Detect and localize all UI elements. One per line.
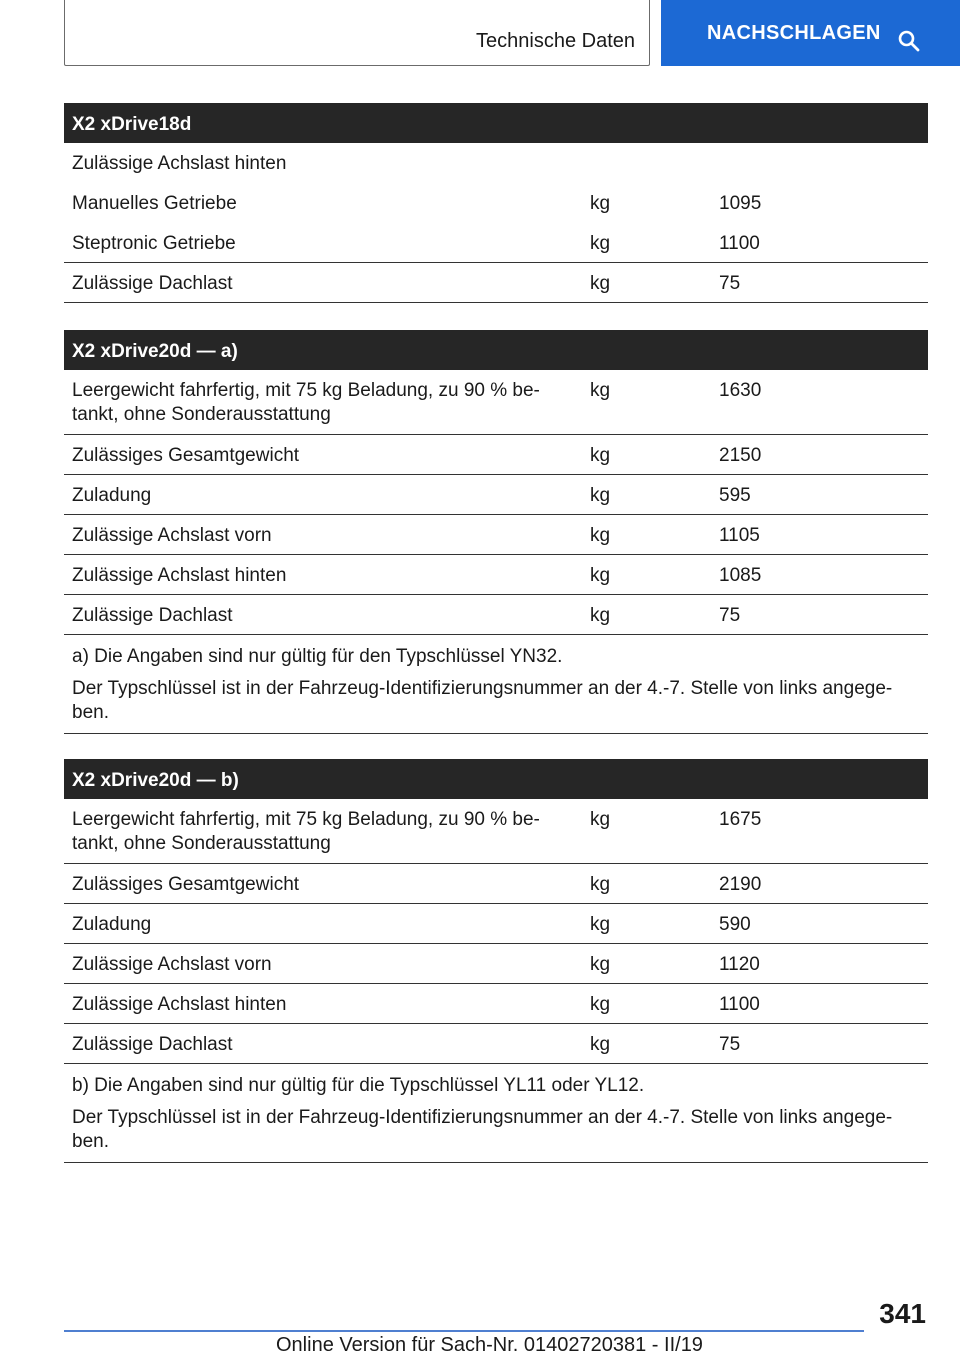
row-unit: kg xyxy=(590,445,611,466)
section-title: Technische Daten xyxy=(476,30,635,52)
row-value: 595 xyxy=(719,485,751,506)
online-version-note: Online Version für Sach-Nr. 01402720381 - II/19 xyxy=(276,1334,703,1356)
row-unit: kg xyxy=(590,273,611,294)
row-label: Zulässige Achslast hinten xyxy=(72,153,287,174)
table-row xyxy=(64,595,928,635)
table-x2-xdrive20d-a xyxy=(64,330,928,734)
row-label: Zulässige Dachlast xyxy=(72,605,233,626)
row-value: 590 xyxy=(719,914,751,935)
row-value: 1085 xyxy=(719,565,762,586)
table-x2-xdrive18d xyxy=(64,103,928,303)
row-label: Zulässiges Gesamtgewicht xyxy=(72,874,300,895)
row-label: Zulässige Dachlast xyxy=(72,273,233,294)
row-unit: kg xyxy=(590,994,611,1015)
row-label: Leergewicht fahrfertig, mit 75 kg Beladung, zu 90 % be- tankt, ohne Sonderausstattung xyxy=(72,380,540,425)
row-value: 1100 xyxy=(719,233,760,254)
table-row xyxy=(64,223,928,263)
row-label: Zuladung xyxy=(72,914,152,935)
row-value: 1100 xyxy=(719,994,760,1015)
row-value: 1675 xyxy=(719,809,762,830)
row-value: 1120 xyxy=(719,954,760,975)
row-value: 75 xyxy=(719,273,741,294)
table-row xyxy=(64,475,928,515)
footnote-validity: b) Die Angaben sind nur gültig für die Typschlüssel YL11 oder YL12. xyxy=(72,1075,645,1096)
row-label: Zuladung xyxy=(72,485,152,506)
row-value: 75 xyxy=(719,605,741,626)
row-label: Leergewicht fahrfertig, mit 75 kg Beladung, zu 90 % be- tankt, ohne Sonderausstattung xyxy=(72,809,540,854)
table-row xyxy=(64,904,928,944)
row-label: Zulässige Achslast hinten xyxy=(72,994,287,1015)
row-unit: kg xyxy=(590,809,611,830)
footnote-validity: a) Die Angaben sind nur gültig für den Typschlüssel YN32. xyxy=(72,646,563,667)
table-title: X2 xDrive18d xyxy=(64,103,928,143)
table-row xyxy=(64,263,928,303)
footnote-typschluessel: Der Typschlüssel ist in der Fahrzeug-Identifizierungsnummer an der 4.-7. Stelle von links angege- ben. xyxy=(72,1107,893,1152)
table-title: X2 xDrive20d — b) xyxy=(64,759,928,799)
row-value: 1630 xyxy=(719,380,762,401)
row-unit: kg xyxy=(590,605,611,626)
row-value: 2190 xyxy=(719,874,762,895)
row-label: Manuelles Getriebe xyxy=(72,193,237,214)
table-row xyxy=(64,515,928,555)
table-row xyxy=(64,370,928,435)
footnote-typschluessel: Der Typschlüssel ist in der Fahrzeug-Identifizierungsnummer an der 4.-7. Stelle von links angege- ben. xyxy=(72,678,893,723)
header-section-box xyxy=(64,0,650,66)
table-subheading-row xyxy=(64,143,928,183)
row-unit: kg xyxy=(590,525,611,546)
row-value: 2150 xyxy=(719,445,762,466)
row-value: 75 xyxy=(719,1034,741,1055)
table-footnote xyxy=(64,1064,928,1163)
footer-divider xyxy=(64,1330,864,1332)
row-unit: kg xyxy=(590,1034,611,1055)
row-unit: kg xyxy=(590,233,611,254)
table-x2-xdrive20d-b xyxy=(64,759,928,1163)
row-unit: kg xyxy=(590,874,611,895)
page-number: 341 xyxy=(879,1298,926,1329)
table-row xyxy=(64,984,928,1024)
row-unit: kg xyxy=(590,565,611,586)
row-unit: kg xyxy=(590,485,611,506)
row-unit: kg xyxy=(590,193,611,214)
table-row xyxy=(64,555,928,595)
row-label: Zulässige Dachlast xyxy=(72,1034,233,1055)
table-row xyxy=(64,183,928,223)
row-unit: kg xyxy=(590,954,611,975)
nachschlagen-button[interactable] xyxy=(661,0,960,66)
table-row xyxy=(64,944,928,984)
row-unit: kg xyxy=(590,380,611,401)
row-label: Zulässiges Gesamtgewicht xyxy=(72,445,300,466)
search-icon xyxy=(897,29,921,53)
table-row xyxy=(64,1024,928,1064)
row-value: 1105 xyxy=(719,525,760,546)
table-row xyxy=(64,864,928,904)
nachschlagen-label: NACHSCHLAGEN xyxy=(707,21,881,44)
table-row xyxy=(64,435,928,475)
table-footnote xyxy=(64,635,928,734)
row-label: Zulässige Achslast hinten xyxy=(72,565,287,586)
row-label: Steptronic Getriebe xyxy=(72,233,236,254)
row-label: Zulässige Achslast vorn xyxy=(72,954,272,975)
table-title: X2 xDrive20d — a) xyxy=(64,330,928,370)
row-unit: kg xyxy=(590,914,611,935)
table-row xyxy=(64,799,928,864)
row-label: Zulässige Achslast vorn xyxy=(72,525,272,546)
row-value: 1095 xyxy=(719,193,762,214)
